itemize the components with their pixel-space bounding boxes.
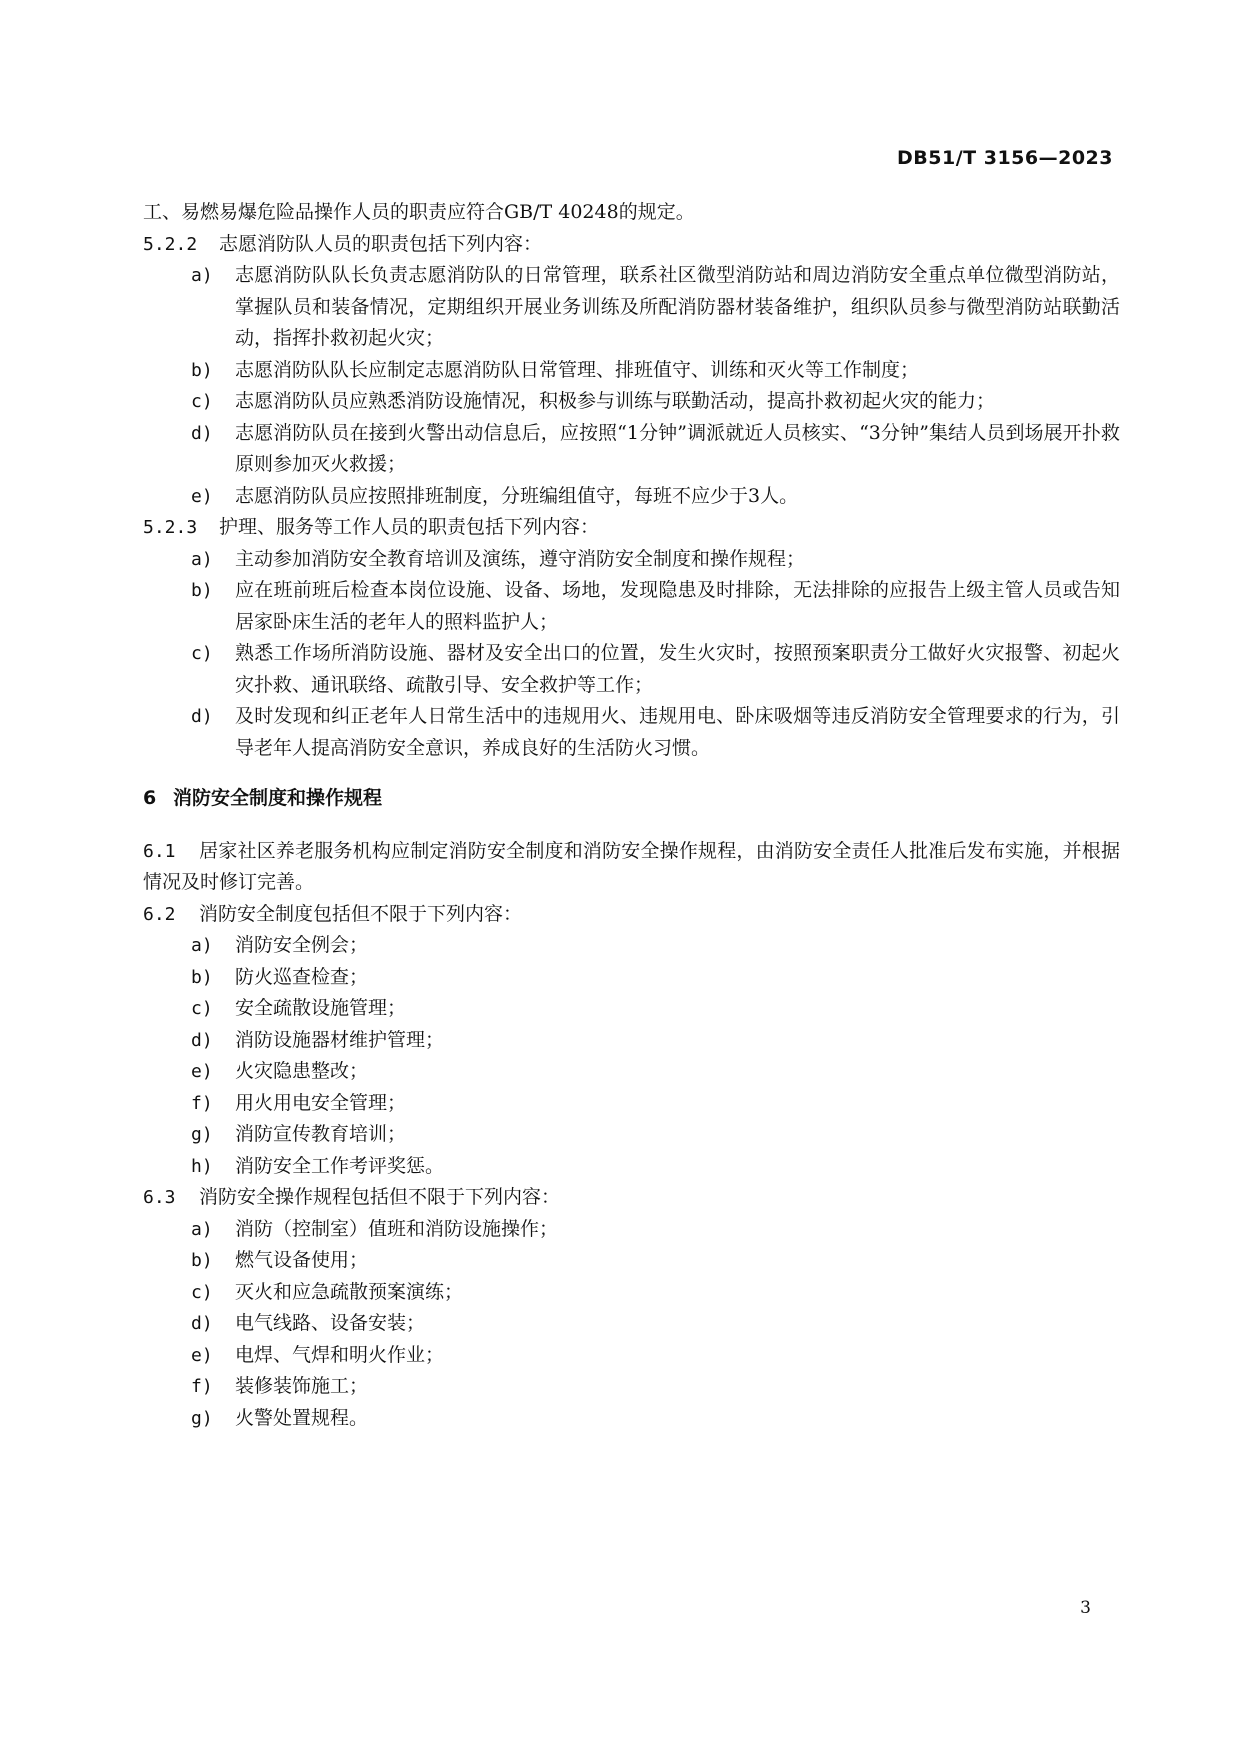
list-item-text: 火警处置规程。: [235, 1406, 369, 1429]
list-item-text: 消防设施器材维护管理；: [235, 1028, 445, 1051]
list-marker: e): [191, 485, 213, 507]
list-item: [143, 1151, 1120, 1183]
list-item: [143, 1119, 1120, 1151]
list-item: [143, 1025, 1120, 1057]
list-marker: b): [191, 966, 213, 988]
continuation-text: 工、易燃易爆危险品操作人员的职责应符合GB/T 40248的规定。: [143, 201, 695, 223]
list-item: [143, 1308, 1120, 1340]
document-body: [143, 197, 1120, 1434]
list-item: [143, 1245, 1120, 1277]
clause-number: 5.2.3: [143, 517, 198, 538]
clause-number: 6.2: [143, 903, 176, 925]
page-number: 3: [1080, 1598, 1091, 1618]
section-6-heading: [143, 783, 1120, 815]
list-marker: d): [191, 706, 213, 727]
list-item-text: 志愿消防队员在接到火警出动信息后，应按照“1分钟”调派就近人员核实、“3分钟”集结人员到场展开扑救原则参加灭火救援；: [235, 421, 1120, 475]
list-item-text: 志愿消防队员应按照排班制度，分班编组值守，每班不应少于3人。: [235, 484, 799, 507]
clause-6-1-paragraph: [143, 836, 1120, 899]
list-marker: b): [191, 359, 213, 381]
clause-5-2-2-heading: [143, 229, 1120, 261]
list-marker: a): [191, 1218, 213, 1240]
list-item: [143, 1340, 1120, 1372]
list-item-text: 电气线路、设备安装；: [235, 1312, 426, 1334]
list-item-text: 灭火和应急疏散预案演练；: [235, 1280, 464, 1303]
list-item-text: 消防宣传教育培训；: [235, 1123, 407, 1145]
list-marker: d): [191, 1029, 213, 1051]
list-item: [143, 355, 1120, 387]
list-item-text: 熟悉工作场所消防设施、器材及安全出口的位置，发生火灾时，按照预案职责分工做好火灾报警、初起火灾扑救、通讯联络、疏散引导、安全救护等工作；: [235, 642, 1120, 696]
list-item-text: 装修装饰施工；: [235, 1375, 369, 1397]
list-marker: f): [191, 1376, 213, 1397]
list-item: [143, 993, 1120, 1025]
list-marker: g): [191, 1124, 213, 1145]
list-item: [143, 1277, 1120, 1309]
list-item: [143, 1371, 1120, 1403]
clause-title: 消防安全制度包括但不限于下列内容：: [199, 902, 523, 925]
list-item: [143, 260, 1120, 355]
list-item-text: 主动参加消防安全教育培训及演练，遵守消防安全制度和操作规程；: [235, 547, 806, 570]
list-marker: d): [191, 422, 213, 444]
clause-6-3-heading: [143, 1182, 1120, 1214]
document-code: DB51/T 3156—2023: [897, 147, 1113, 169]
list-item-text: 及时发现和纠正老年人日常生活中的违规用火、违规用电、卧床吸烟等违反消防安全管理要求的行为，引导老年人提高消防安全意识，养成良好的生活防火习惯。: [235, 705, 1120, 759]
clause-title: 护理、服务等工作人员的职责包括下列内容：: [219, 516, 600, 538]
list-item: [143, 1214, 1120, 1246]
clause-number: 5.2.2: [143, 233, 198, 255]
list-item-text: 消防安全例会；: [235, 934, 369, 956]
list-item: [143, 418, 1120, 481]
clause-5-2-3-heading: [143, 512, 1120, 544]
list-marker: g): [191, 1407, 213, 1429]
list-marker: b): [191, 1250, 213, 1271]
list-item-text: 燃气设备使用；: [235, 1249, 369, 1271]
clause-number: 6.1: [143, 840, 176, 862]
list-marker: c): [191, 391, 213, 412]
list-marker: h): [191, 1155, 213, 1177]
list-item: [143, 962, 1120, 994]
list-marker: a): [191, 548, 213, 570]
list-item-text: 志愿消防队队长负责志愿消防队的日常管理，联系社区微型消防站和周边消防安全重点单位微型消防站，掌握队员和装备情况，定期组织开展业务训练及所配消防器材装备维护，组织队员参与微型消防站联勤活动，指挥扑救初起火灾；: [235, 264, 1120, 349]
list-marker: d): [191, 1313, 213, 1334]
list-marker: b): [191, 580, 213, 601]
list-item-text: 志愿消防队队长应制定志愿消防队日常管理、排班值守、训练和灭火等工作制度；: [235, 358, 920, 381]
list-item: [143, 481, 1120, 513]
list-item: [143, 1056, 1120, 1088]
list-item-text: 火灾隐患整改；: [235, 1060, 369, 1082]
list-item-text: 电焊、气焊和明火作业；: [235, 1343, 445, 1366]
list-item-text: 消防安全工作考评奖惩。: [235, 1154, 445, 1177]
list-item: [143, 1403, 1120, 1435]
list-item: [143, 638, 1120, 701]
list-item: [143, 544, 1120, 576]
list-item: [143, 930, 1120, 962]
list-marker: e): [191, 1344, 213, 1366]
list-item-text: 用火用电安全管理；: [235, 1091, 407, 1114]
list-item-text: 防火巡查检查；: [235, 965, 369, 988]
list-marker: f): [191, 1092, 213, 1114]
clause-6-2-heading: [143, 899, 1120, 931]
clause-title: 志愿消防队人员的职责包括下列内容：: [219, 232, 543, 255]
list-marker: c): [191, 643, 213, 664]
list-item: [143, 386, 1120, 418]
list-marker: a): [191, 265, 213, 286]
list-item-text: 安全疏散设施管理；: [235, 997, 407, 1019]
clause-number: 6.3: [143, 1187, 176, 1208]
list-item-text: 消防（控制室）值班和消防设施操作；: [235, 1217, 559, 1240]
clause-text: 居家社区养老服务机构应制定消防安全制度和消防安全操作规程，由消防安全责任人批准后发布实施，并根据情况及时修订完善。: [143, 839, 1120, 893]
list-marker: c): [191, 1281, 213, 1303]
list-item-text: 应在班前班后检查本岗位设施、设备、场地，发现隐患及时排除，无法排除的应报告上级主管人员或告知居家卧床生活的老年人的照料监护人；: [235, 579, 1120, 633]
section-title: 消防安全制度和操作规程: [173, 787, 383, 809]
section-number: 6: [143, 787, 157, 809]
list-item-text: 志愿消防队员应熟悉消防设施情况，积极参与训练与联勤活动，提高扑救初起火灾的能力；: [235, 390, 996, 412]
list-item: [143, 701, 1120, 764]
list-marker: a): [191, 935, 213, 956]
list-marker: c): [191, 998, 213, 1019]
list-marker: e): [191, 1061, 213, 1082]
list-item: [143, 575, 1120, 638]
list-item: [143, 1088, 1120, 1120]
clause-title: 消防安全操作规程包括但不限于下列内容：: [199, 1186, 561, 1208]
